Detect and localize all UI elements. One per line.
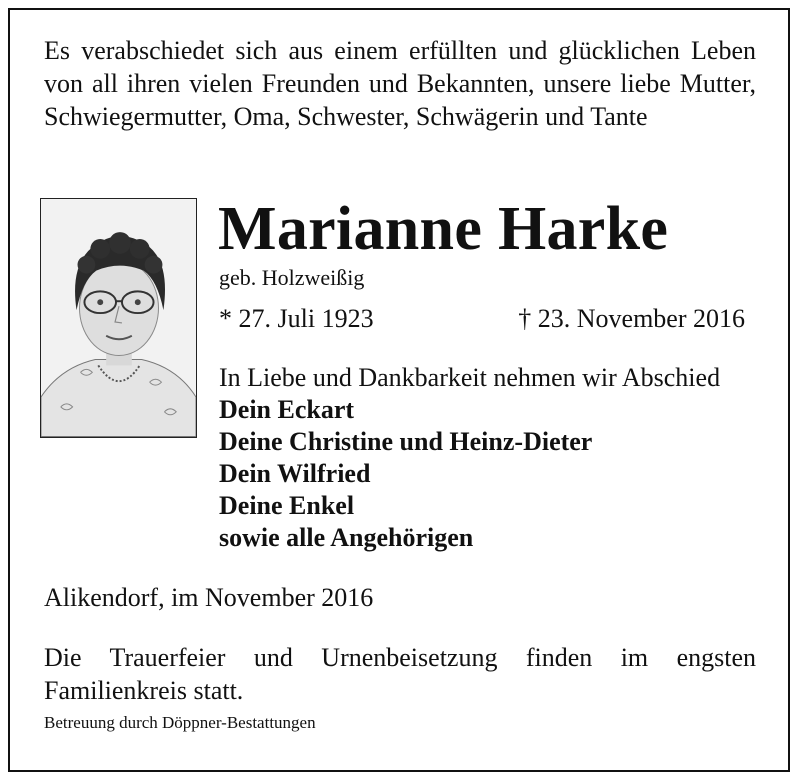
mourner-name: Dein Eckart	[219, 395, 355, 424]
death-date: † 23. November 2016	[518, 304, 745, 333]
mourner-name: Deine Christine und Heinz-Dieter	[219, 427, 593, 456]
farewell-line: In Liebe und Dankbarkeit nehmen wir Abschied	[219, 363, 721, 392]
place-and-date: Alikendorf, im November 2016	[44, 583, 374, 612]
ceremony-notice: Die Trauerfeier und Urnenbeisetzung finden im engsten Familienkreis statt.	[44, 643, 756, 705]
mourners-list	[219, 394, 592, 554]
mourner-name: Dein Wilfried	[219, 459, 371, 488]
portrait-photo	[40, 198, 197, 438]
deceased-name: Marianne Harke	[218, 195, 669, 263]
mourner-name: Deine Enkel	[219, 491, 355, 520]
undertaker-credit: Betreuung durch Döppner-Bestattungen	[44, 713, 316, 732]
birth-date: * 27. Juli 1923	[219, 304, 374, 333]
mourner-name: sowie alle Angehörigen	[219, 523, 474, 552]
maiden-name: geb. Holzweißig	[219, 265, 365, 290]
intro-text: Es verabschiedet sich aus einem erfüllten und glücklichen Leben von all ihren vielen Freunden und Bekannten, unsere liebe Mutter, Schwiegermutter, Oma, Schwester, Schwägerin und Tante	[44, 36, 756, 131]
